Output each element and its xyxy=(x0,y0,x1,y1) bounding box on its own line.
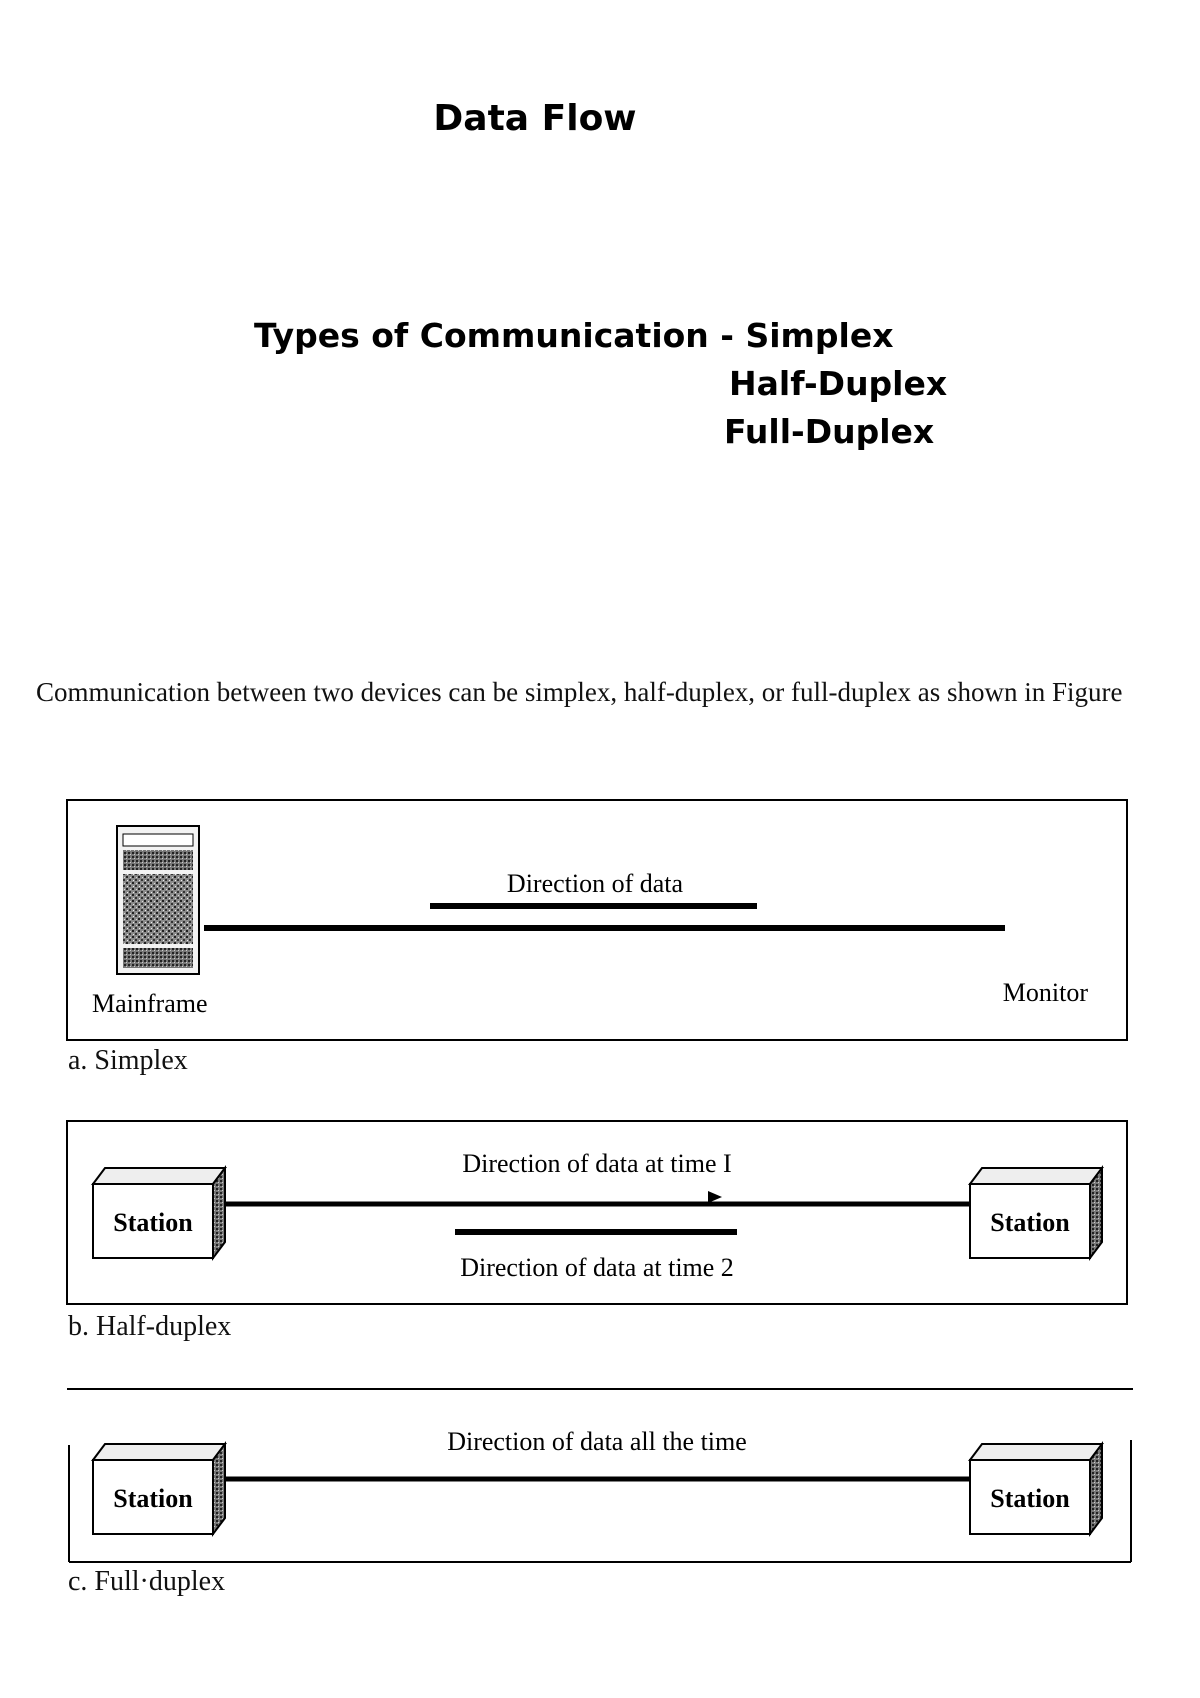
station-icon xyxy=(93,1444,225,1534)
station-label: Station xyxy=(990,1484,1070,1513)
half-duplex-panel xyxy=(67,1121,1127,1304)
full-duplex-direction-label: Direction of data all the time xyxy=(447,1427,747,1456)
page-title: Data Flow xyxy=(433,98,637,139)
station-label: Station xyxy=(113,1208,193,1237)
full-duplex-caption: c. Full·duplex xyxy=(68,1566,226,1597)
types-half-duplex: Half-Duplex xyxy=(729,364,948,403)
station-icon xyxy=(93,1168,225,1258)
station-icon xyxy=(970,1444,1102,1534)
station-label: Station xyxy=(990,1208,1070,1237)
intro-paragraph: Communication between two devices can be simplex, half-duplex, or full-duplex as shown in Figure xyxy=(36,677,1123,707)
mainframe-icon xyxy=(117,826,199,974)
half-duplex-time1-label: Direction of data at time I xyxy=(462,1149,732,1178)
arrowhead-icon xyxy=(708,1191,722,1203)
simplex-caption: a. Simplex xyxy=(68,1045,188,1076)
simplex-direction-label: Direction of data xyxy=(506,869,684,898)
types-heading: Types of Communication - Simplex xyxy=(254,316,894,355)
half-duplex-caption: b. Half-duplex xyxy=(68,1311,232,1342)
half-duplex-time2-label: Direction of data at time 2 xyxy=(460,1253,734,1282)
station-icon xyxy=(970,1168,1102,1258)
types-full-duplex: Full-Duplex xyxy=(724,412,935,451)
simplex-frame xyxy=(67,800,1127,1040)
simplex-panel xyxy=(67,800,1127,1040)
mainframe-label: Mainframe xyxy=(92,989,208,1018)
station-label: Station xyxy=(113,1484,193,1513)
monitor-label: Monitor xyxy=(1002,978,1088,1007)
full-duplex-panel xyxy=(69,1427,1131,1562)
